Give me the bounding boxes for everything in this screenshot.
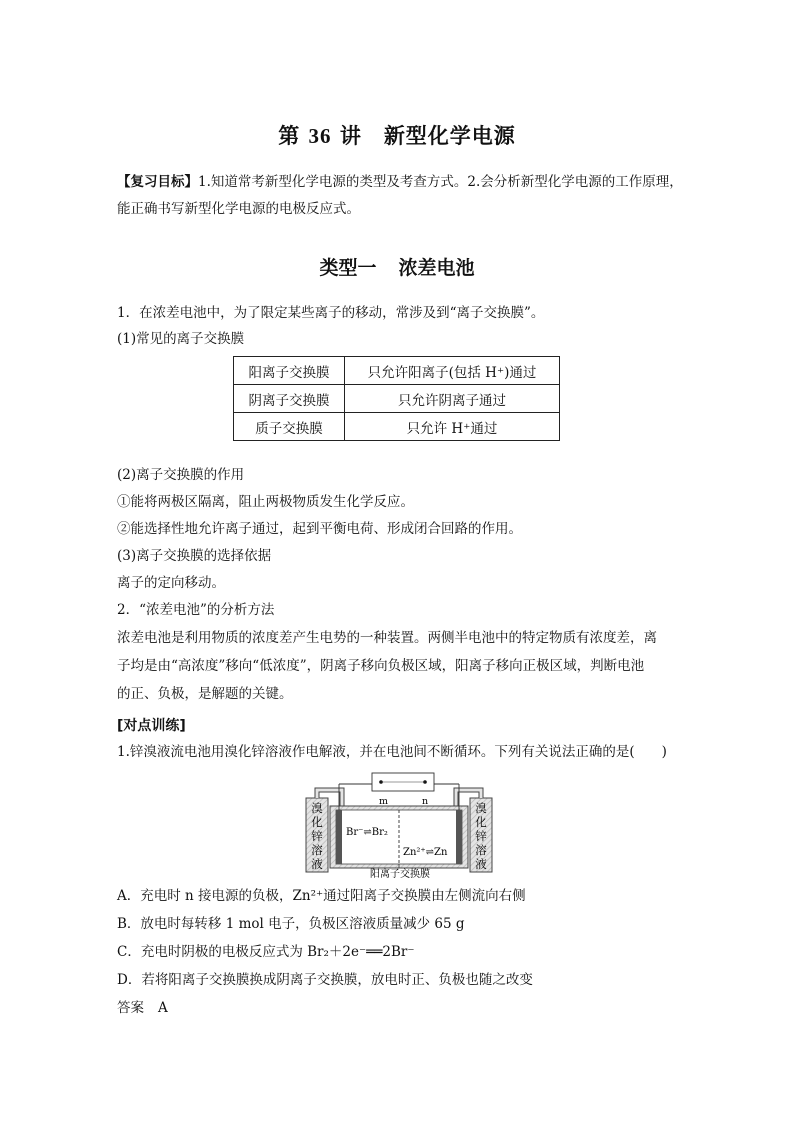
paragraph-4: ①能将两极区隔离，阻止两极物质发生化学反应。 [117,494,414,510]
answer-line [117,998,168,1018]
option-d: D．若将阳离子交换膜换成阴离子交换膜，放电时正、负极也随之改变 [117,972,533,988]
right-tank-char: 锌 [475,829,487,843]
question-text: 1.锌溴液流电池用溴化锌溶液作电解液，并在电池间不断循环。下列有关说法正确的是( ) [117,744,667,760]
paragraph-11: 的正、负极，是解题的关键。 [117,686,293,702]
table-cell: 阳离子交换膜 [234,357,345,385]
right-tank-label [475,801,487,871]
paragraph-1: 1．在浓差电池中，为了限定某些离子的移动，常涉及到“离子交换膜”。 [117,305,545,321]
section-title-name: 浓差电池 [398,257,475,279]
option-a: A．充电时 n 接电源的负极，Zn²⁺通过阳离子交换膜由左侧流向右侧 [117,888,526,904]
table-row [234,357,560,385]
title-prefix: 第 [278,124,301,148]
left-tank-char: 化 [311,815,323,829]
zinc-bromine-battery-diagram [302,768,496,880]
paragraph-6: (3)离子交换膜的选择依据 [117,548,272,564]
title-suffix: 讲 [339,124,362,148]
option-b: B．放电时每转移 1 mol 电子，负极区溶液质量减少 65 g [117,916,465,932]
objectives-line-1 [117,172,683,192]
table-cell: 只允许阴离子通过 [345,385,560,413]
table-cell: 只允许阳离子(包括 H⁺)通过 [345,357,560,385]
table-row [234,413,560,441]
right-tank-char: 化 [475,815,487,829]
terminal-n-label: n [422,796,429,807]
right-tank-char: 溶 [475,843,487,857]
answer-value: A [158,1000,168,1016]
practice-heading: [对点训练] [117,718,186,734]
table-cell: 只允许 H⁺通过 [345,413,560,441]
section-title-main: 类型一 [319,257,377,279]
paragraph-7: 离子的定向移动。 [117,575,225,591]
left-tank-char: 锌 [311,829,323,843]
section-title [0,253,794,280]
objectives-text-1: 1.知道常考新型化学电源的类型及考查方式。2.会分析新型化学电源的工作原理， [198,174,683,190]
table-cell: 质子交换膜 [234,413,345,441]
right-electrode [456,810,462,864]
right-reaction-label: Zn²⁺⇌Zn [403,847,448,858]
left-tank-char: 液 [311,857,323,871]
objectives-label: 【复习目标】 [117,174,198,190]
membrane-label: 阳离子交换膜 [370,869,430,880]
option-c: C．充电时阴极的电极反应式为 Br₂＋2e⁻══2Br⁻ [117,944,415,960]
right-tank-char: 液 [475,857,487,871]
left-tank-label [311,801,323,871]
paragraph-9: 浓差电池是利用物质的浓度差产生电势的一种装置。两侧半电池中的特定物质有浓度差，离 [117,630,657,646]
left-tank-char: 溶 [311,843,323,857]
paragraph-10: 子均是由“高浓度”移向“低浓度”，阴离子移向负极区域，阳离子移向正极区域，判断电池 [117,658,645,674]
left-tank-char: 溴 [311,801,323,815]
title-number: 36 [308,124,332,148]
left-electrode [336,810,342,864]
title-name: 新型化学电源 [383,124,516,148]
table-row [234,385,560,413]
objectives-line-2: 能正确书写新型化学电源的电极反应式。 [117,201,360,217]
paragraph-5: ②能选择性地允许离子通过，起到平衡电荷、形成闭合回路的作用。 [117,521,522,537]
right-tank-char: 溴 [475,801,487,815]
page-title [0,120,794,150]
paragraph-8: 2．“浓差电池”的分析方法 [117,602,275,618]
terminal-m-label: m [379,796,389,807]
answer-label: 答案 [117,1000,144,1016]
table-cell: 阴离子交换膜 [234,385,345,413]
left-reaction-label: Br⁻⇌Br₂ [346,827,388,838]
membrane-table [233,356,560,441]
paragraph-2: (1)常见的离子交换膜 [117,331,245,347]
paragraph-3: (2)离子交换膜的作用 [117,467,245,483]
